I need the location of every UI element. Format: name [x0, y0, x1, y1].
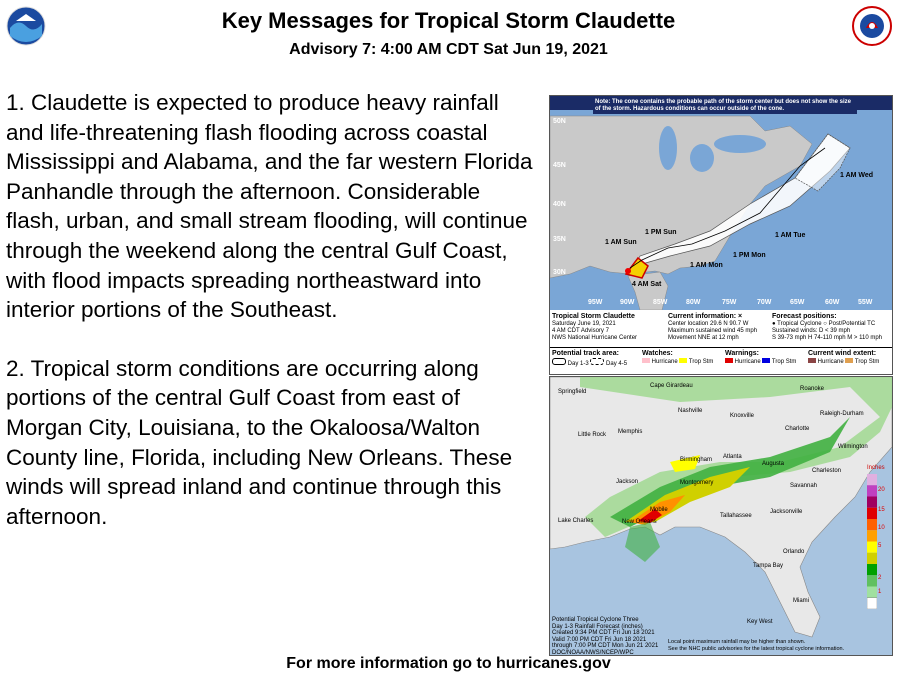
track-label: 1 PM Sun: [645, 229, 677, 236]
track-label: 1 AM Mon: [690, 262, 723, 269]
legend-value: 10: [878, 525, 885, 531]
page-title: Key Messages for Tropical Storm Claudette: [221, 8, 676, 33]
storm-info: Tropical Storm Claudette Saturday June 19, 2021 4 AM CDT Advisory 7 NWS National Hurricane Center: [552, 313, 638, 341]
lat-label: 40N: [553, 201, 566, 208]
rainfall-info: Potential Tropical Cyclone Three Day 1-3 Rainfall Forecast (inches) Created 9:34 PM CDT Fri Jun 18 2021 Valid 7:00 PM CDT Fri Jun 18 2021 through 7:00 PM CDT Mon Jun 21 2021 DOC/NOAA/NWS/NCEP/WPC: [552, 617, 659, 656]
city-label: Knoxville: [730, 413, 755, 419]
legend-value: 5: [878, 543, 882, 549]
track-label: 1 AM Tue: [775, 232, 806, 239]
hurricane-extent-swatch: [808, 358, 816, 363]
rainfall-legend-swatches: [867, 474, 877, 609]
city-label: Birmingham: [680, 457, 713, 463]
day13-swatch: [552, 358, 566, 365]
nws-logo-icon: [852, 6, 892, 46]
track-label: 1 PM Mon: [733, 252, 766, 259]
city-label: Tampa Bay: [753, 563, 784, 569]
city-label: Charleston: [812, 468, 842, 474]
footer-link-text: For more information go to hurricanes.gov: [286, 655, 611, 672]
key-message-2: 2. Tropical storm conditions are occurring along portions of the central Gulf Coast from east of Morgan City, Louisiana, to the Okaloosa/Walton County line, Florida, including New Orleans. These winds will spread inland and continue through this afternoon.: [6, 355, 513, 529]
lon-label: 70W: [757, 299, 772, 306]
city-label: Raleigh-Durham: [820, 411, 864, 417]
city-label: Augusta: [762, 461, 785, 467]
hurricane-watch-swatch: [642, 358, 650, 363]
track-area-legend: Potential track area: Day 1-3 Day 4-5: [552, 350, 628, 367]
rainfall-forecast-map: [549, 376, 893, 656]
track-label: 1 AM Sun: [605, 239, 637, 246]
lat-label: 50N: [553, 118, 566, 125]
lon-label: 95W: [588, 299, 603, 306]
city-label: Charlotte: [785, 426, 810, 432]
city-label: Jacksonville: [770, 509, 803, 515]
city-label: Nashville: [678, 408, 703, 414]
lat-label: 45N: [553, 162, 566, 169]
watches-legend: Watches: Hurricane Trop Stm: [642, 350, 714, 365]
lon-label: 85W: [653, 299, 668, 306]
city-label: New Orleans: [622, 519, 657, 525]
warnings-legend: Warnings: Hurricane Trop Stm: [725, 350, 797, 365]
forecast-cone-map: [549, 95, 893, 375]
tropstm-extent-swatch: [845, 358, 853, 363]
tropstm-watch-swatch: [679, 358, 687, 363]
track-label: 1 AM Wed: [840, 172, 874, 179]
cone-note: Note: The cone contains the probable path of the storm center but does not show the size of the storm. Hazardous conditions can occur outside of the cone.: [593, 98, 857, 114]
legend-value: 20: [878, 487, 885, 493]
rainfall-legend-bar: [867, 474, 877, 609]
lon-label: 90W: [620, 299, 635, 306]
city-label: Atlanta: [723, 454, 742, 460]
day45-swatch: [590, 358, 604, 365]
advisory-subtitle: Advisory 7: 4:00 AM CDT Sat Jun 19, 2021: [289, 41, 608, 58]
legend-value: 1: [878, 589, 882, 595]
lon-label: 65W: [790, 299, 805, 306]
city-label: Cape Girardeau: [650, 383, 693, 389]
lon-label: 75W: [722, 299, 737, 306]
tropstm-warning-swatch: [762, 358, 770, 363]
hurricane-warning-swatch: [725, 358, 733, 363]
city-label: Springfield: [558, 389, 587, 395]
city-label: Little Rock: [578, 432, 607, 438]
legend-value: 15: [878, 507, 885, 513]
city-label: Key West: [747, 619, 773, 625]
city-label: Orlando: [783, 549, 805, 555]
legend-title: Inches: [867, 465, 885, 471]
city-label: Wilmington: [838, 444, 868, 450]
city-label: Mobile: [650, 507, 668, 513]
key-messages: [6, 88, 534, 560]
current-info: Current information: × Center location 29.6 N 90.7 W Maximum sustained wind 45 mph Movement NNE at 12 mph: [668, 313, 758, 341]
key-message-1: 1. Claudette is expected to produce heavy rainfall and life-threatening flash flooding across coastal Mississippi and Alabama, and the far western Florida Panhandle through the afternoon. Considerable flash, urban, and small stream flooding, will continue through the weekend along the central Gulf Coast, with flood impacts spreading northeastward into interior portions of the Southeast.: [6, 90, 533, 323]
cone-map-graphic: [550, 96, 892, 310]
lon-label: 80W: [686, 299, 701, 306]
cone-info-panel: [550, 310, 892, 374]
legend-divider: [550, 347, 892, 348]
city-label: Miami: [793, 598, 809, 604]
city-label: Roanoke: [800, 386, 825, 392]
city-label: Savannah: [790, 483, 818, 489]
city-label: Memphis: [618, 429, 643, 435]
lat-label: 30N: [553, 269, 566, 276]
city-label: Tallahassee: [720, 513, 752, 519]
lat-label: 35N: [553, 236, 566, 243]
lon-label: 60W: [825, 299, 840, 306]
lon-label: 55W: [858, 299, 873, 306]
wind-extent-legend: Current wind extent: Hurricane Trop Stm: [808, 350, 880, 365]
track-label: 4 AM Sat: [632, 281, 662, 288]
forecast-positions: Forecast positions: ● Tropical Cyclone ○ Post/Potential TC Sustained winds: D < 39 mph S 39-73 mph H 74-110 mph M > 110 mph: [772, 313, 883, 341]
rainfall-note: Local point maximum rainfall may be higher than shown. See the NHC public advisories for the latest tropical cyclone information.: [668, 639, 845, 652]
city-label: Lake Charles: [558, 518, 594, 524]
city-label: Jackson: [616, 479, 639, 485]
legend-value: 2: [878, 575, 882, 581]
city-label: Montgomery: [680, 480, 714, 486]
